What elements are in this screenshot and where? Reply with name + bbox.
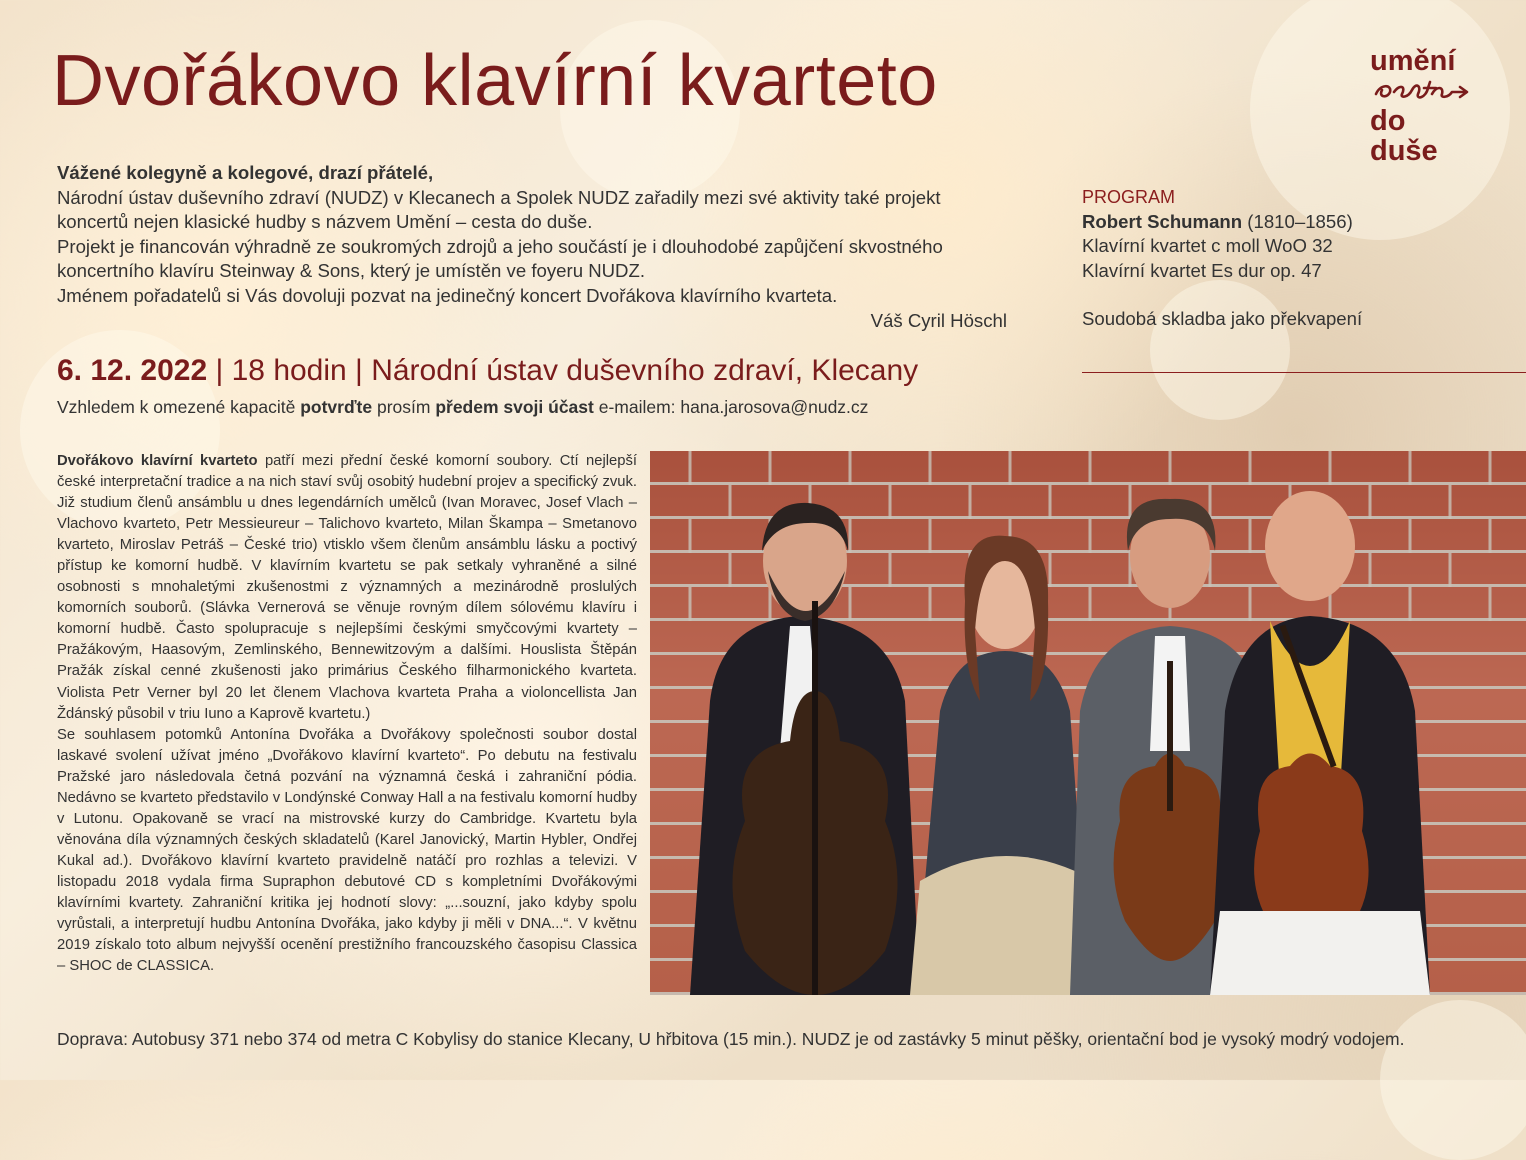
event-separator: | <box>346 354 372 387</box>
bokeh-decoration <box>1380 1000 1526 1160</box>
rsvp-text: Vzhledem k omezené kapacitě <box>57 397 301 417</box>
quartet-photo <box>650 451 1526 995</box>
transport-info: Doprava: Autobusy 371 nebo 374 od metra C Kobylisy do stanice Klecany, U hřbitova (15 min.). NUDZ je od zastávky 5 minut pěšky, orientační bod je vysoký modrý vodojem. <box>57 1029 1405 1049</box>
bio-paragraph: patří mezi přední české komorní soubory. Ctí nejlepší české interpretační tradice a na nich staví svůj osobitý hudební projev a specifický zvuk. Již studium členů ansámblu u dnes legendárních umělců (Ivan Moravec, Josef Vlach – Vlachovo kvarteto, Petr Messieureur – Talichovo kvarteto, Milan Škampa – Smetanovo kvarteto, Miroslav Petráš – České trio) vtisklo všem členům ansámblu lásku a poctivý přístup ke komorní hudbě. V klavírním kvartetu se pak setkaly vyhraněné a silné osobnosti s mnohaletými zkušenostmi z významných a mezinárodně proslulých komorních souborů. (Slávka Vernerová se věnuje rovným dílem sólovému klavíru i komorní hudbě. Často spolupracuje s nejlepšími českými smyčcovými kvartety – Pražákovým, Haasovým, Zemlinského, Bennewitzovým a dalšími. Houslista Štěpán Pražák získal cenné zkušenosti jako primárius Českého filharmonického kvarteta. Violista Petr Verner byl 20 let členem Vlachova kvarteta Praha a violoncellista Jan Ždánský působil v triu Iuno a Kaprově kvartetu.) <box>57 453 637 722</box>
bio-lead: Dvořákovo klavírní kvarteto <box>57 453 258 469</box>
violinist-figure <box>1210 491 1430 995</box>
program-spacer <box>1082 283 1522 307</box>
logo-line-3: do duše <box>1370 105 1438 167</box>
program-composer-line <box>1082 210 1522 235</box>
program-composer: Robert Schumann <box>1082 210 1243 232</box>
event-place: Národní ústav duševního zdraví, Klecany <box>371 354 919 387</box>
intro-signature: Váš Cyril Höschl <box>870 309 1007 331</box>
rsvp-bold: potvrďte <box>300 397 373 417</box>
program-composer-years: (1810–1856) <box>1242 210 1353 232</box>
program-heading: PROGRAM <box>1082 187 1176 207</box>
rsvp-bold: předem svoji účast <box>435 397 594 417</box>
program-work: Soudobá skladba jako překvapení <box>1082 308 1363 330</box>
rsvp-email-text: e-mailem: hana.jarosova@nudz.cz <box>593 397 869 417</box>
page-title: Dvořákovo klavírní kvarteto <box>52 41 938 121</box>
quartet-photo-illustration <box>650 451 1526 995</box>
intro-greeting: Vážené kolegyně a kolegové, drazí přátelé, <box>57 162 434 183</box>
rsvp-text: prosím <box>372 397 436 417</box>
event-date: 6. 12. 2022 <box>57 354 208 387</box>
program-work: Klavírní kvartet Es dur op. 47 <box>1082 259 1322 281</box>
bio-paragraph: Se souhlasem potomků Antonína Dvořáka a Dvořákovy společnosti soubor dostal laskavé svolení užívat jméno „Dvořákovo klavírní kvarteto“. Po debutu na festivalu Pražské jaro následovala četná pozvání na významná česká i zahraniční pódia. Nedávno se kvarteto představilo v Londýnské Conway Hall a na festivalu komorní hudby v Lutonu. Opakovaně se vrací na mistrovské kurzy do Cambridge. Kvartetu byla věnována díla významných českých skladatelů (Karel Janovický, Martin Hybler, Ondřej Kukal ad.). Dvořákovo klavírní kvarteto pravidelně natáčí pro rozhlas a televizi. V listopadu 2018 vydala firma Supraphon debutové CD s kompletními Dvořákovými klavírními kvartety. Zahraniční kritika jej hodnotí slovy: „...souzní, jako kdyby spolu vyrůstali, a interpretují hudbu Antonína Dvořáka, jako kdyby ji měli v DNA...“. V květnu 2019 získalo toto album nejvyšší ocenění prestižního francouzského časopisu Classica – SHOC de CLASSICA. <box>57 726 637 975</box>
event-separator: | <box>207 354 232 387</box>
logo <box>1370 46 1480 166</box>
intro-paragraph: Národní ústav duševního zdraví (NUDZ) v Klecanech a Spolek NUDZ zařadily mezi své aktivity také projekt koncertů nejen klasické hudby s názvem Umění – cesta do duše. <box>57 186 941 233</box>
intro-paragraph: Jménem pořadatelů si Vás dovoluji pozvat na jedinečný koncert Dvořákova klavírního kvarteta. <box>57 284 838 306</box>
event-line <box>57 354 918 388</box>
event-time: 18 hodin <box>231 354 347 387</box>
ensemble-bio <box>57 451 637 977</box>
intro-letter <box>57 161 1017 333</box>
intro-paragraph: Projekt je financován výhradně ze soukromých zdrojů a jeho součástí je i dlouhodobé zapůjčení skvostného koncertního klavíru Steinway & Sons, který je umístěn ve foyeru NUDZ. <box>57 235 943 282</box>
program-divider <box>1082 372 1526 373</box>
rsvp-note <box>57 397 868 418</box>
logo-cesta-script <box>1372 78 1472 104</box>
cellist-figure <box>690 503 920 995</box>
program-work: Klavírní kvartet c moll WoO 32 <box>1082 235 1333 257</box>
logo-line-1: umění <box>1370 45 1456 77</box>
program-box <box>1082 185 1522 332</box>
